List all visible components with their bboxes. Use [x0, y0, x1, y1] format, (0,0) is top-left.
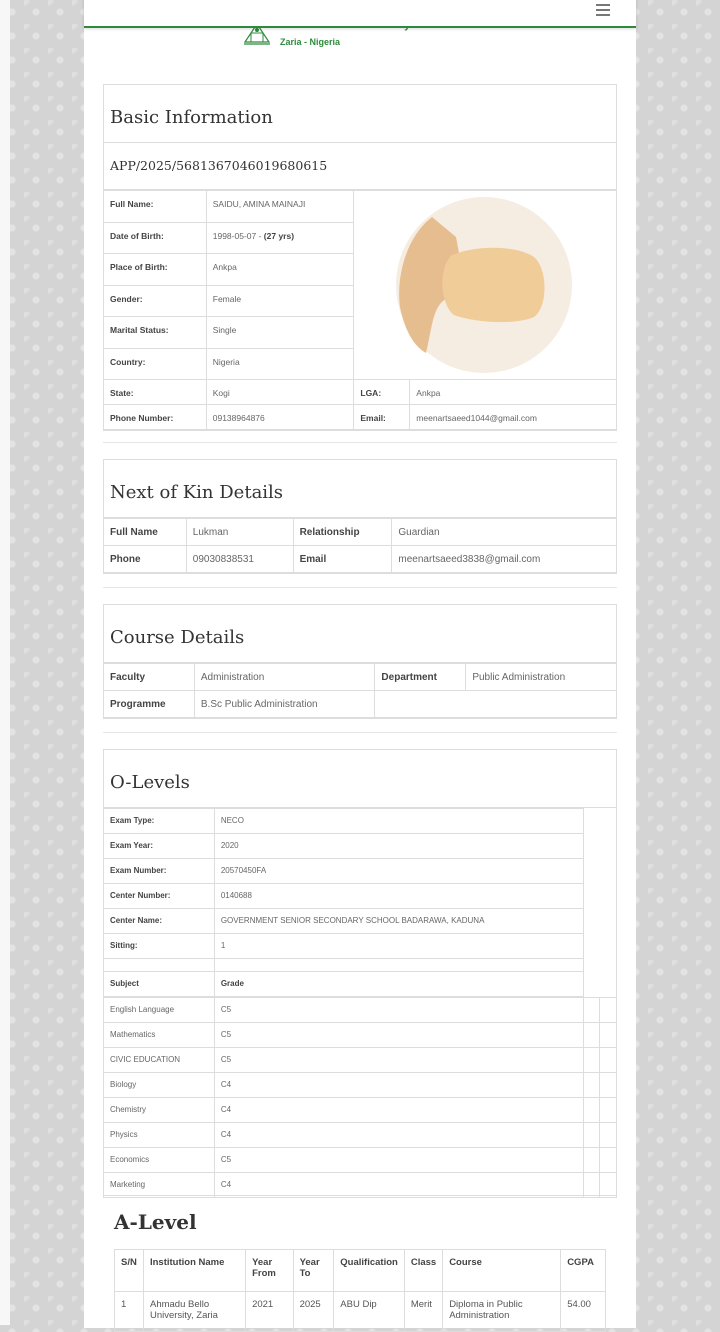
- center-number-label: Center Number:: [104, 884, 215, 909]
- olevel-grade: C4: [214, 1073, 583, 1098]
- alevel-column-header: Year From: [246, 1250, 294, 1292]
- exam-number-value: 20570450FA: [214, 859, 583, 884]
- olevels-results-table: [103, 997, 617, 1198]
- country-value: Nigeria: [206, 348, 354, 380]
- kin-relationship-value: Guardian: [392, 519, 617, 546]
- pob-label: Place of Birth:: [104, 254, 207, 286]
- olevel-subject: Physics: [104, 1123, 215, 1148]
- alevel-cell: Diploma in Public Administration: [443, 1292, 561, 1332]
- center-name-label: Center Name:: [104, 909, 215, 934]
- gender-label: Gender:: [104, 285, 207, 317]
- sitting-label: Sitting:: [104, 934, 215, 959]
- age-value: (27 yrs): [263, 230, 295, 241]
- email-label: Email:: [354, 405, 410, 430]
- alevel-cell: 2021: [246, 1292, 294, 1332]
- empty-cell: [600, 1023, 617, 1048]
- course-details-table: [103, 663, 617, 718]
- kin-email-value: meenartsaeed3838@gmail.com: [392, 546, 617, 573]
- exam-year-value: 2020: [214, 834, 583, 859]
- olevel-result-row: [104, 1173, 617, 1198]
- empty-cell: [600, 998, 617, 1023]
- department-label: Department: [375, 664, 466, 691]
- kin-phone-value: 09030838531: [186, 546, 293, 573]
- olevel-result-row: [104, 998, 617, 1023]
- hamburger-icon[interactable]: [596, 4, 610, 16]
- alevel-title: A-Level: [114, 1210, 197, 1234]
- alevel-column-header: CGPA: [561, 1250, 606, 1292]
- empty-cell: [600, 1098, 617, 1123]
- olevel-grade: C5: [214, 1148, 583, 1173]
- next-of-kin-title: Next of Kin Details: [104, 460, 616, 518]
- olevel-grade: C4: [214, 1098, 583, 1123]
- subject-header: Subject: [104, 972, 215, 997]
- marital-value: Single: [206, 317, 354, 349]
- university-location: Zaria - Nigeria: [280, 37, 341, 47]
- lga-label: LGA:: [354, 380, 410, 405]
- next-of-kin-table: [103, 518, 617, 573]
- exam-type-value: NECO: [214, 809, 583, 834]
- state-value: Kogi: [206, 380, 354, 405]
- olevel-grade: C5: [214, 1048, 583, 1073]
- alevel-cell: 2025: [293, 1292, 334, 1332]
- olevel-subject: Chemistry: [104, 1098, 215, 1123]
- olevel-result-row: [104, 1048, 617, 1073]
- alevel-row: [115, 1292, 606, 1332]
- empty-cell: [584, 1148, 600, 1173]
- kin-email-label: Email: [293, 546, 392, 573]
- olevel-subject: CIVIC EDUCATION: [104, 1048, 215, 1073]
- alevel-cell: Ahmadu Bello University, Zaria: [143, 1292, 245, 1332]
- faculty-value: Administration: [194, 664, 375, 691]
- blank-cell: [104, 959, 215, 972]
- basic-info-table: [103, 190, 617, 430]
- alevel-column-header: Qualification: [334, 1250, 405, 1292]
- empty-cell: [584, 1098, 600, 1123]
- empty-cell: [584, 1023, 600, 1048]
- alevel-column-header: Course: [443, 1250, 561, 1292]
- dob-label: Date of Birth:: [104, 222, 207, 254]
- olevel-result-row: [104, 1023, 617, 1048]
- section-divider: [103, 587, 617, 588]
- olevel-grade: C5: [214, 1023, 583, 1048]
- olevel-result-row: [104, 1148, 617, 1173]
- next-of-kin-card: [103, 459, 617, 574]
- basic-info-card: [103, 84, 617, 431]
- olevel-subject: Mathematics: [104, 1023, 215, 1048]
- olevel-subject: Biology: [104, 1073, 215, 1098]
- kin-relationship-label: Relationship: [293, 519, 392, 546]
- alevel-column-header: Class: [404, 1250, 442, 1292]
- empty-cell: [584, 1173, 600, 1198]
- programme-value: B.Sc Public Administration: [194, 691, 375, 718]
- alevel-cell: ABU Dip: [334, 1292, 405, 1332]
- olevel-subject: Economics: [104, 1148, 215, 1173]
- department-value: Public Administration: [466, 664, 617, 691]
- kin-name-value: Lukman: [186, 519, 293, 546]
- phone-label: Phone Number:: [104, 405, 207, 430]
- phone-value: 09138964876: [206, 405, 354, 430]
- section-divider: [103, 442, 617, 443]
- exam-year-label: Exam Year:: [104, 834, 215, 859]
- empty-cell: [375, 691, 617, 718]
- lga-value: Ankpa: [410, 380, 617, 405]
- page-container: [84, 0, 636, 1328]
- full-name-label: Full Name:: [104, 191, 207, 223]
- olevel-result-row: [104, 1098, 617, 1123]
- course-details-title: Course Details: [104, 605, 616, 663]
- empty-cell: [600, 1073, 617, 1098]
- empty-cell: [584, 998, 600, 1023]
- olevels-title: O-Levels: [104, 750, 616, 808]
- faculty-label: Faculty: [104, 664, 195, 691]
- alevel-column-header: S/N: [115, 1250, 144, 1292]
- blank-cell: [214, 959, 583, 972]
- passport-photo: [396, 197, 572, 373]
- olevel-result-row: [104, 1073, 617, 1098]
- empty-cell: [584, 1123, 600, 1148]
- passport-photo-cell: [354, 191, 617, 380]
- alevel-column-header: Year To: [293, 1250, 334, 1292]
- center-number-value: 0140688: [214, 884, 583, 909]
- empty-cell: [600, 1148, 617, 1173]
- alevel-table: [114, 1249, 606, 1332]
- kin-name-label: Full Name: [104, 519, 187, 546]
- dob-value: [206, 222, 354, 254]
- section-divider: [103, 732, 617, 733]
- email-value: meenartsaeed1044@gmail.com: [410, 405, 617, 430]
- olevel-grade: C4: [214, 1173, 583, 1198]
- course-details-card: [103, 604, 617, 719]
- gender-value: Female: [206, 285, 354, 317]
- empty-cell: [600, 1173, 617, 1198]
- olevel-result-row: [104, 1123, 617, 1148]
- programme-label: Programme: [104, 691, 195, 718]
- basic-info-title: Basic Information: [104, 85, 616, 143]
- top-navbar: [84, 0, 636, 28]
- exam-type-label: Exam Type:: [104, 809, 215, 834]
- empty-cell: [584, 1048, 600, 1073]
- application-number: APP/2025/5681367046019680615: [104, 143, 616, 190]
- olevel-grade: C5: [214, 998, 583, 1023]
- full-name-value: SAIDU, AMINA MAINAJI: [206, 191, 354, 223]
- sitting-value: 1: [214, 934, 583, 959]
- center-name-value: GOVERNMENT SENIOR SECONDARY SCHOOL BADARAWA, KADUNA: [214, 909, 583, 934]
- country-label: Country:: [104, 348, 207, 380]
- empty-cell: [600, 1123, 617, 1148]
- empty-cell: [600, 1048, 617, 1073]
- alevel-cell: 54.00: [561, 1292, 606, 1332]
- olevels-exam-table: [103, 808, 584, 997]
- alevel-header-row: [115, 1250, 606, 1292]
- marital-label: Marital Status:: [104, 317, 207, 349]
- olevel-subject: English Language: [104, 998, 215, 1023]
- empty-cell: [584, 1073, 600, 1098]
- grade-header: Grade: [214, 972, 583, 997]
- pob-value: Ankpa: [206, 254, 354, 286]
- alevel-column-header: Institution Name: [143, 1250, 245, 1292]
- olevel-grade: C4: [214, 1123, 583, 1148]
- olevels-card: [103, 749, 617, 1196]
- state-label: State:: [104, 380, 207, 405]
- olevel-subject: Marketing: [104, 1173, 215, 1198]
- alevel-cell: 1: [115, 1292, 144, 1332]
- alevel-cell: Merit: [404, 1292, 442, 1332]
- dob-date: 1998-05-07 -: [212, 230, 264, 241]
- exam-number-label: Exam Number:: [104, 859, 215, 884]
- page-left-edge: [0, 0, 10, 1325]
- kin-phone-label: Phone: [104, 546, 187, 573]
